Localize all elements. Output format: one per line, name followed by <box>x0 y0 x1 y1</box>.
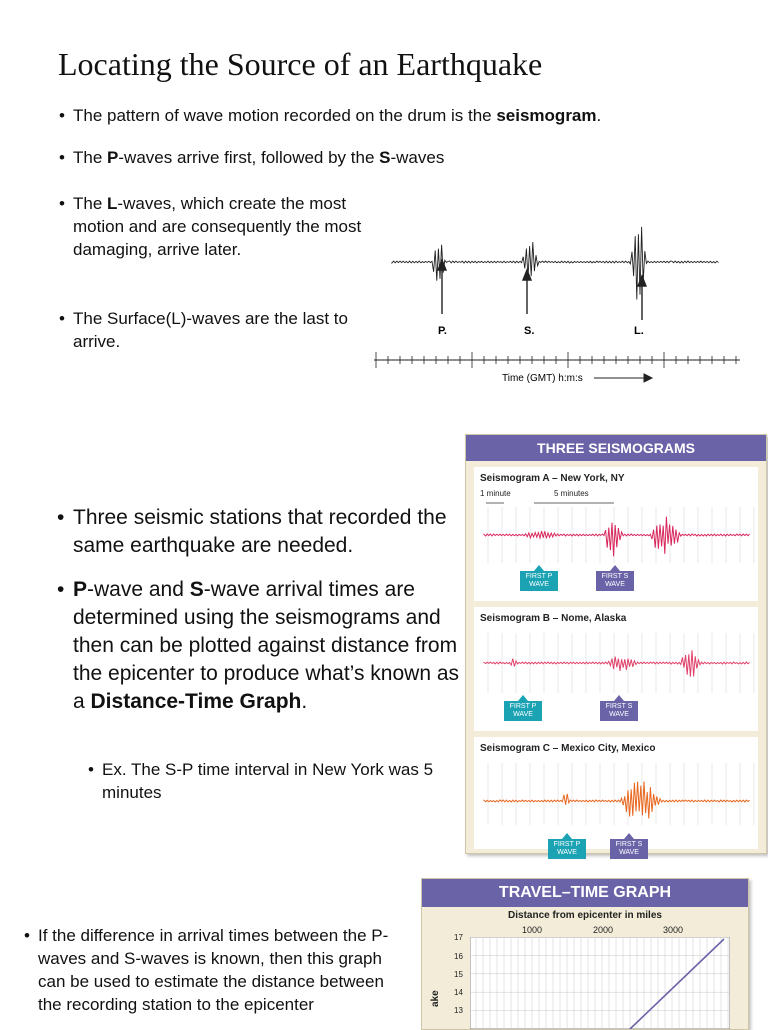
seismogram-b-first-p-tag: FIRST P WAVE <box>504 701 542 721</box>
y-tick-13: 13 <box>454 1006 463 1015</box>
seismogram-b-trace <box>484 650 750 676</box>
bullet-three-stations: • Three seismic stations that recorded the same earthquake are needed. <box>57 506 447 557</box>
seismogram-a-label: Seismogram A – New York, NY <box>480 473 625 484</box>
x-tick-3000: 3000 <box>663 925 684 935</box>
seismogram-b-first-s-tag: FIRST S WAVE <box>600 701 638 721</box>
seismogram-a-first-s-tag: FIRST S WAVE <box>596 571 634 591</box>
y-tick-17: 17 <box>454 933 463 942</box>
bullet-surface-waves: • The Surface(L)-waves are the last to arrive. <box>59 309 348 351</box>
y-tick-16: 16 <box>454 952 463 961</box>
y-tick-14: 14 <box>454 988 463 997</box>
drum-seismogram-figure <box>372 196 752 396</box>
p-wave-label: P. <box>438 325 447 337</box>
seismogram-a-first-p-tag: FIRST P WAVE <box>520 571 558 591</box>
travel-time-graph-panel <box>421 878 749 1030</box>
seismogram-a-trace <box>484 517 750 557</box>
seismogram-c-box <box>474 737 758 849</box>
bullet-distance-time: • P-wave and S-wave arrival times are determined using the seismograms and then can be plotted against distance from the epicenter to produce what’s known as a Distance-Time Graph. <box>57 578 460 713</box>
seismogram-c-trace-svg <box>474 737 758 849</box>
y-axis-label-fragment: ake <box>430 990 441 1007</box>
travel-time-graph-header: TRAVEL–TIME GRAPH <box>422 879 748 907</box>
three-seismograms-panel <box>465 434 767 854</box>
x-tick-2000: 2000 <box>593 925 614 935</box>
travel-time-plot <box>470 937 730 1029</box>
s-wave-label: S. <box>524 325 535 337</box>
distance-axis-title: Distance from epicenter in miles <box>508 910 662 921</box>
bullet-dot: • <box>59 106 65 125</box>
y-tick-15: 15 <box>454 970 463 979</box>
seismogram-c-grid <box>488 763 754 825</box>
bullet-seismogram: • The pattern of wave motion recorded on the drum is the seismogram. <box>59 106 602 125</box>
bullet-p-waves: • The P-waves arrive first, followed by the S-waves <box>59 148 445 167</box>
bullet-example-new-york: • Ex. The S-P time interval in New York was 5 minutes <box>88 760 434 802</box>
bullet-dot: • <box>88 760 94 779</box>
seismogram-b-label: Seismogram B – Nome, Alaska <box>480 613 627 624</box>
seismogram-b-box <box>474 607 758 731</box>
bullet-dot: • <box>59 148 65 167</box>
bullet-dot: • <box>57 578 65 601</box>
bullet-travel-time: • If the difference in arrival times between the P-waves and S-waves is known, then this graph can be used to estimate the distance between the recording station to the epicenter <box>24 926 389 1014</box>
l-wave-label: L. <box>634 325 644 337</box>
time-arrow <box>594 374 652 382</box>
bullet-dot: • <box>24 926 30 945</box>
five-minutes-label: 5 minutes <box>554 489 589 498</box>
one-minute-label: 1 minute <box>480 489 511 498</box>
bullet-dot: • <box>59 309 65 328</box>
seismogram-c-first-s-tag: FIRST S WAVE <box>610 839 648 859</box>
seismogram-a-box <box>474 467 758 601</box>
time-axis-label: Time (GMT) h:m:s <box>502 373 583 384</box>
seismogram-c-label: Seismogram C – Mexico City, Mexico <box>480 743 656 754</box>
bullet-l-waves: • The L-waves, which create the most motion and are consequently the most damaging, arrive later. <box>59 194 362 259</box>
x-tick-1000: 1000 <box>522 925 543 935</box>
seismogram-c-trace <box>484 782 750 819</box>
slide-title: Locating the Source of an Earthquake <box>58 46 543 82</box>
three-seismograms-header: THREE SEISMOGRAMS <box>466 435 766 461</box>
wave-arrows <box>438 260 646 320</box>
seismogram-c-first-p-tag: FIRST P WAVE <box>548 839 586 859</box>
bullet-dot: • <box>59 194 65 213</box>
bullet-dot: • <box>57 506 65 529</box>
